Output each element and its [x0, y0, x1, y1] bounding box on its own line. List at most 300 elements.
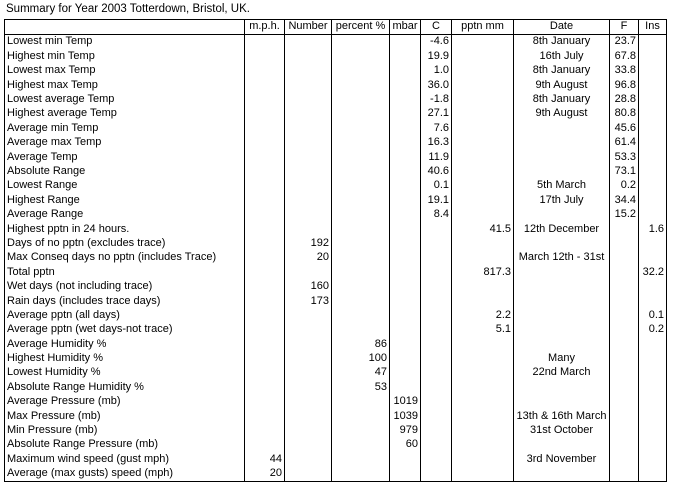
- table-row: [5, 452, 667, 466]
- cell-percent: 86: [332, 337, 390, 351]
- cell-percent: [332, 323, 390, 337]
- cell-pptn-mm: [452, 179, 514, 193]
- cell-pptn-mm: [452, 78, 514, 92]
- cell-percent: [332, 208, 390, 222]
- cell-mbar: 60: [390, 438, 421, 452]
- cell-number: [285, 467, 332, 482]
- cell-pptn-mm: [452, 64, 514, 78]
- table-row: [5, 121, 667, 135]
- table-row: [5, 208, 667, 222]
- cell-number: [285, 337, 332, 351]
- cell-mph: [245, 395, 285, 409]
- cell-f: [610, 424, 639, 438]
- cell-c: 16.3: [421, 136, 452, 150]
- table-row: [5, 78, 667, 92]
- table-row: [5, 395, 667, 409]
- cell-mbar: 1039: [390, 409, 421, 423]
- cell-f: 61.4: [610, 136, 639, 150]
- cell-number: [285, 78, 332, 92]
- cell-mbar: [390, 136, 421, 150]
- cell-mbar: [390, 107, 421, 121]
- cell-number: [285, 438, 332, 452]
- cell-pptn-mm: [452, 424, 514, 438]
- cell-ins: [639, 208, 667, 222]
- cell-date: [514, 208, 610, 222]
- cell-date: [514, 308, 610, 322]
- cell-mbar: [390, 352, 421, 366]
- cell-pptn-mm: [452, 280, 514, 294]
- cell-label: Absolute Range Humidity %: [5, 380, 245, 394]
- cell-mph: [245, 136, 285, 150]
- cell-mph: [245, 150, 285, 164]
- cell-number: [285, 150, 332, 164]
- table-row: [5, 380, 667, 394]
- cell-number: [285, 165, 332, 179]
- cell-percent: [332, 35, 390, 50]
- cell-mph: [245, 193, 285, 207]
- cell-label: Average pptn (wet days-not trace): [5, 323, 245, 337]
- cell-number: [285, 64, 332, 78]
- cell-ins: [639, 165, 667, 179]
- cell-c: 36.0: [421, 78, 452, 92]
- table-row: [5, 308, 667, 322]
- cell-ins: [639, 193, 667, 207]
- header-c: C: [421, 20, 452, 35]
- cell-number: [285, 380, 332, 394]
- header-pptn-mm: pptn mm: [452, 20, 514, 35]
- table-row: [5, 35, 667, 50]
- cell-percent: [332, 222, 390, 236]
- header-mph: m.p.h.: [245, 20, 285, 35]
- cell-f: [610, 438, 639, 452]
- cell-f: [610, 236, 639, 250]
- cell-label: Average min Temp: [5, 121, 245, 135]
- cell-mph: [245, 35, 285, 50]
- cell-ins: [639, 409, 667, 423]
- cell-ins: [639, 236, 667, 250]
- table-row: [5, 424, 667, 438]
- cell-mbar: [390, 294, 421, 308]
- cell-ins: [639, 424, 667, 438]
- cell-percent: [332, 438, 390, 452]
- cell-date: 16th July: [514, 49, 610, 63]
- cell-number: [285, 136, 332, 150]
- cell-number: [285, 265, 332, 279]
- cell-number: [285, 366, 332, 380]
- header-date: Date: [514, 20, 610, 35]
- cell-c: [421, 265, 452, 279]
- cell-c: [421, 251, 452, 265]
- cell-number: [285, 352, 332, 366]
- table-row: [5, 467, 667, 482]
- cell-label: Highest Humidity %: [5, 352, 245, 366]
- table-row: [5, 193, 667, 207]
- cell-label: Average Range: [5, 208, 245, 222]
- cell-date: 9th August: [514, 107, 610, 121]
- cell-label: Average Pressure (mb): [5, 395, 245, 409]
- cell-ins: [639, 294, 667, 308]
- cell-c: [421, 424, 452, 438]
- cell-number: [285, 179, 332, 193]
- cell-label: Absolute Range: [5, 165, 245, 179]
- cell-pptn-mm: [452, 121, 514, 135]
- cell-pptn-mm: 5.1: [452, 323, 514, 337]
- cell-date: 8th January: [514, 35, 610, 50]
- cell-mbar: [390, 222, 421, 236]
- cell-percent: [332, 121, 390, 135]
- cell-label: Lowest Humidity %: [5, 366, 245, 380]
- cell-date: [514, 337, 610, 351]
- cell-f: [610, 380, 639, 394]
- cell-ins: [639, 251, 667, 265]
- cell-percent: [332, 78, 390, 92]
- cell-percent: [332, 467, 390, 482]
- cell-date: [514, 467, 610, 482]
- cell-number: [285, 222, 332, 236]
- cell-mbar: [390, 265, 421, 279]
- cell-c: [421, 323, 452, 337]
- header-f: F: [610, 20, 639, 35]
- cell-ins: [639, 121, 667, 135]
- cell-f: [610, 308, 639, 322]
- cell-f: [610, 323, 639, 337]
- cell-mph: [245, 280, 285, 294]
- cell-date: [514, 121, 610, 135]
- cell-number: [285, 424, 332, 438]
- table-row: [5, 280, 667, 294]
- header-ins: Ins: [639, 20, 667, 35]
- cell-mbar: [390, 93, 421, 107]
- cell-mph: [245, 251, 285, 265]
- cell-mbar: [390, 150, 421, 164]
- cell-c: 0.1: [421, 179, 452, 193]
- cell-percent: [332, 193, 390, 207]
- cell-c: 19.9: [421, 49, 452, 63]
- cell-mph: [245, 438, 285, 452]
- cell-c: 1.0: [421, 64, 452, 78]
- cell-mbar: [390, 366, 421, 380]
- table-row: [5, 366, 667, 380]
- cell-pptn-mm: [452, 136, 514, 150]
- table-row: [5, 265, 667, 279]
- cell-c: [421, 438, 452, 452]
- cell-c: [421, 280, 452, 294]
- cell-pptn-mm: [452, 380, 514, 394]
- cell-date: 22nd March: [514, 366, 610, 380]
- cell-percent: [332, 107, 390, 121]
- cell-number: [285, 323, 332, 337]
- cell-number: [285, 308, 332, 322]
- cell-c: [421, 366, 452, 380]
- table-row: [5, 352, 667, 366]
- cell-mph: [245, 93, 285, 107]
- cell-c: [421, 337, 452, 351]
- cell-pptn-mm: [452, 165, 514, 179]
- cell-percent: [332, 165, 390, 179]
- cell-f: 34.4: [610, 193, 639, 207]
- table-row: [5, 93, 667, 107]
- header-row: [5, 20, 667, 35]
- sheet-title: Summary for Year 2003 Totterdown, Bristol, UK.: [6, 3, 250, 15]
- table-row: [5, 49, 667, 63]
- cell-percent: [332, 64, 390, 78]
- cell-date: [514, 294, 610, 308]
- cell-mbar: [390, 121, 421, 135]
- cell-f: 45.6: [610, 121, 639, 135]
- cell-f: 33.8: [610, 64, 639, 78]
- cell-mbar: [390, 337, 421, 351]
- cell-f: [610, 337, 639, 351]
- table-row: [5, 236, 667, 250]
- cell-number: [285, 409, 332, 423]
- cell-c: [421, 409, 452, 423]
- cell-percent: [332, 308, 390, 322]
- cell-number: [285, 208, 332, 222]
- cell-mph: [245, 308, 285, 322]
- cell-mbar: 1019: [390, 395, 421, 409]
- cell-date: [514, 165, 610, 179]
- cell-date: 12th December: [514, 222, 610, 236]
- summary-table: [4, 19, 667, 482]
- cell-ins: [639, 352, 667, 366]
- cell-label: Min Pressure (mb): [5, 424, 245, 438]
- cell-label: Days of no pptn (excludes trace): [5, 236, 245, 250]
- cell-date: Many: [514, 352, 610, 366]
- cell-label: Average Humidity %: [5, 337, 245, 351]
- cell-percent: [332, 49, 390, 63]
- cell-mph: 44: [245, 452, 285, 466]
- cell-mph: [245, 294, 285, 308]
- cell-mbar: 979: [390, 424, 421, 438]
- cell-percent: [332, 150, 390, 164]
- cell-date: 9th August: [514, 78, 610, 92]
- cell-pptn-mm: [452, 438, 514, 452]
- header-number: Number: [285, 20, 332, 35]
- cell-mph: 20: [245, 467, 285, 482]
- cell-f: [610, 280, 639, 294]
- cell-label: Average max Temp: [5, 136, 245, 150]
- cell-label: Max Conseq days no pptn (includes Trace): [5, 251, 245, 265]
- cell-mph: [245, 236, 285, 250]
- cell-ins: [639, 438, 667, 452]
- cell-percent: [332, 265, 390, 279]
- cell-label: Lowest max Temp: [5, 64, 245, 78]
- cell-pptn-mm: [452, 49, 514, 63]
- cell-date: 17th July: [514, 193, 610, 207]
- cell-ins: [639, 136, 667, 150]
- table-row: [5, 179, 667, 193]
- cell-mbar: [390, 165, 421, 179]
- cell-percent: [332, 294, 390, 308]
- cell-percent: [332, 236, 390, 250]
- table-row: [5, 222, 667, 236]
- cell-f: [610, 352, 639, 366]
- header-label: [5, 20, 245, 35]
- cell-f: [610, 395, 639, 409]
- cell-percent: [332, 452, 390, 466]
- cell-mph: [245, 380, 285, 394]
- cell-mbar: [390, 467, 421, 482]
- table-row: [5, 409, 667, 423]
- cell-f: 28.8: [610, 93, 639, 107]
- cell-ins: [639, 107, 667, 121]
- cell-ins: [639, 452, 667, 466]
- cell-mbar: [390, 78, 421, 92]
- cell-mph: [245, 165, 285, 179]
- cell-c: [421, 222, 452, 236]
- cell-date: [514, 323, 610, 337]
- cell-ins: 0.1: [639, 308, 667, 322]
- cell-mbar: [390, 308, 421, 322]
- cell-label: Wet days (not including trace): [5, 280, 245, 294]
- cell-label: Highest min Temp: [5, 49, 245, 63]
- cell-ins: [639, 337, 667, 351]
- cell-percent: [332, 136, 390, 150]
- cell-mbar: [390, 236, 421, 250]
- cell-f: [610, 452, 639, 466]
- cell-date: [514, 438, 610, 452]
- cell-f: 96.8: [610, 78, 639, 92]
- table-row: [5, 337, 667, 351]
- table-row: [5, 438, 667, 452]
- cell-percent: [332, 251, 390, 265]
- header-percent: percent %: [332, 20, 390, 35]
- cell-pptn-mm: [452, 107, 514, 121]
- cell-ins: [639, 179, 667, 193]
- cell-f: [610, 222, 639, 236]
- cell-label: Maximum wind speed (gust mph): [5, 452, 245, 466]
- cell-date: [514, 380, 610, 394]
- cell-mbar: [390, 208, 421, 222]
- cell-date: 8th January: [514, 64, 610, 78]
- cell-mbar: [390, 323, 421, 337]
- cell-mph: [245, 337, 285, 351]
- cell-c: [421, 294, 452, 308]
- cell-f: 73.1: [610, 165, 639, 179]
- cell-date: [514, 265, 610, 279]
- cell-pptn-mm: [452, 35, 514, 50]
- cell-ins: [639, 395, 667, 409]
- cell-number: [285, 49, 332, 63]
- cell-label: Highest max Temp: [5, 78, 245, 92]
- cell-pptn-mm: [452, 395, 514, 409]
- cell-c: [421, 452, 452, 466]
- cell-mbar: [390, 35, 421, 50]
- cell-label: Highest Range: [5, 193, 245, 207]
- cell-mph: [245, 78, 285, 92]
- cell-percent: 47: [332, 366, 390, 380]
- cell-ins: [639, 64, 667, 78]
- cell-percent: [332, 395, 390, 409]
- cell-mph: [245, 107, 285, 121]
- cell-ins: [639, 366, 667, 380]
- cell-pptn-mm: [452, 294, 514, 308]
- cell-mph: [245, 265, 285, 279]
- cell-date: 3rd November: [514, 452, 610, 466]
- cell-percent: [332, 280, 390, 294]
- cell-c: -1.8: [421, 93, 452, 107]
- cell-percent: [332, 424, 390, 438]
- cell-ins: [639, 380, 667, 394]
- cell-c: [421, 467, 452, 482]
- cell-mbar: [390, 380, 421, 394]
- cell-f: 80.8: [610, 107, 639, 121]
- cell-pptn-mm: [452, 93, 514, 107]
- cell-pptn-mm: [452, 409, 514, 423]
- cell-mph: [245, 179, 285, 193]
- cell-date: 5th March: [514, 179, 610, 193]
- cell-mph: [245, 49, 285, 63]
- cell-label: Absolute Range Pressure (mb): [5, 438, 245, 452]
- cell-pptn-mm: [452, 251, 514, 265]
- cell-number: [285, 193, 332, 207]
- cell-label: Lowest average Temp: [5, 93, 245, 107]
- cell-ins: [639, 93, 667, 107]
- cell-label: Max Pressure (mb): [5, 409, 245, 423]
- cell-label: Rain days (includes trace days): [5, 294, 245, 308]
- cell-ins: 0.2: [639, 323, 667, 337]
- cell-ins: [639, 150, 667, 164]
- cell-pptn-mm: [452, 452, 514, 466]
- cell-pptn-mm: 817.3: [452, 265, 514, 279]
- cell-ins: 1.6: [639, 222, 667, 236]
- table-row: [5, 64, 667, 78]
- cell-f: 23.7: [610, 35, 639, 50]
- cell-pptn-mm: [452, 193, 514, 207]
- cell-f: 0.2: [610, 179, 639, 193]
- cell-label: Average Temp: [5, 150, 245, 164]
- cell-label: Average (max gusts) speed (mph): [5, 467, 245, 482]
- table-row: [5, 150, 667, 164]
- cell-mph: [245, 323, 285, 337]
- cell-mbar: [390, 452, 421, 466]
- cell-pptn-mm: [452, 467, 514, 482]
- table-row: [5, 323, 667, 337]
- cell-mph: [245, 409, 285, 423]
- cell-label: Lowest min Temp: [5, 35, 245, 50]
- cell-ins: [639, 35, 667, 50]
- cell-number: 192: [285, 236, 332, 250]
- cell-percent: 100: [332, 352, 390, 366]
- cell-mbar: [390, 49, 421, 63]
- cell-label: Total pptn: [5, 265, 245, 279]
- cell-f: 67.8: [610, 49, 639, 63]
- cell-number: 20: [285, 251, 332, 265]
- cell-number: [285, 93, 332, 107]
- cell-pptn-mm: 2.2: [452, 308, 514, 322]
- cell-number: [285, 35, 332, 50]
- cell-c: 11.9: [421, 150, 452, 164]
- cell-percent: 53: [332, 380, 390, 394]
- cell-mph: [245, 352, 285, 366]
- table-row: [5, 107, 667, 121]
- cell-pptn-mm: [452, 236, 514, 250]
- cell-ins: 32.2: [639, 265, 667, 279]
- cell-number: [285, 107, 332, 121]
- cell-c: 40.6: [421, 165, 452, 179]
- cell-c: [421, 236, 452, 250]
- cell-pptn-mm: [452, 150, 514, 164]
- cell-number: [285, 452, 332, 466]
- cell-mph: [245, 424, 285, 438]
- cell-date: [514, 280, 610, 294]
- cell-pptn-mm: [452, 366, 514, 380]
- cell-mph: [245, 208, 285, 222]
- table-row: [5, 136, 667, 150]
- cell-c: 19.1: [421, 193, 452, 207]
- cell-f: [610, 467, 639, 482]
- cell-pptn-mm: [452, 352, 514, 366]
